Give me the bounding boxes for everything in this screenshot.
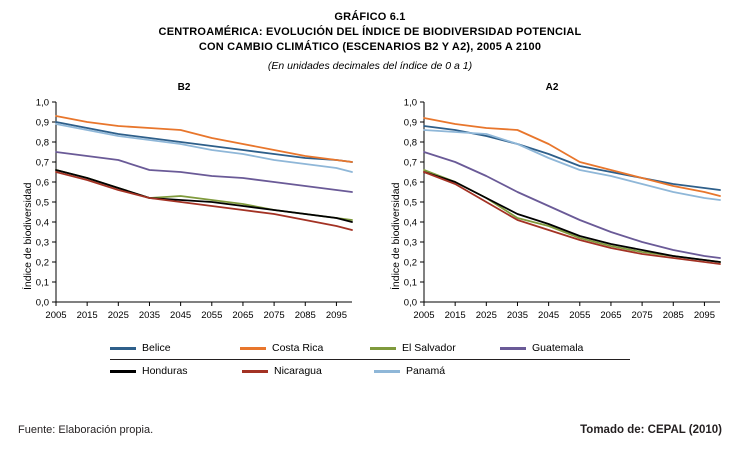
svg-text:2065: 2065 bbox=[232, 310, 254, 321]
svg-text:0,2: 0,2 bbox=[403, 257, 417, 269]
svg-text:0,8: 0,8 bbox=[403, 137, 417, 149]
svg-text:0,3: 0,3 bbox=[403, 237, 417, 249]
svg-text:2035: 2035 bbox=[138, 310, 161, 321]
svg-text:2025: 2025 bbox=[475, 310, 497, 321]
svg-text:2075: 2075 bbox=[263, 310, 285, 321]
panel-b2-ylabel: Índice de biodiversidad bbox=[22, 182, 34, 290]
svg-text:0,4: 0,4 bbox=[35, 217, 49, 229]
panel-b2-plot bbox=[8, 94, 360, 332]
svg-text:0,0: 0,0 bbox=[35, 297, 49, 309]
series-line-honduras bbox=[56, 170, 352, 222]
legend-divider bbox=[110, 359, 630, 360]
source-note: Fuente: Elaboración propia. bbox=[18, 424, 154, 436]
svg-text:0,6: 0,6 bbox=[35, 177, 49, 189]
svg-text:2005: 2005 bbox=[413, 310, 435, 321]
svg-text:2035: 2035 bbox=[506, 310, 529, 321]
legend-swatch-icon bbox=[240, 347, 266, 350]
svg-text:0,7: 0,7 bbox=[403, 157, 417, 169]
legend-label: Costa Rica bbox=[272, 342, 324, 354]
svg-text:2015: 2015 bbox=[444, 310, 466, 321]
legend-label: Belice bbox=[142, 342, 171, 354]
panel-a2-plot bbox=[376, 94, 728, 332]
svg-text:0,3: 0,3 bbox=[35, 237, 49, 249]
chart-number: GRÁFICO 6.1 bbox=[334, 11, 406, 23]
legend-label: Panamá bbox=[406, 365, 446, 377]
panel-b2-label: B2 bbox=[177, 82, 191, 93]
legend-row-1 bbox=[110, 338, 630, 358]
svg-text:2055: 2055 bbox=[201, 310, 223, 321]
legend-label: Guatemala bbox=[532, 342, 584, 354]
legend-swatch-icon bbox=[500, 347, 526, 350]
legend-item-costa-rica[interactable] bbox=[240, 342, 360, 354]
svg-text:2045: 2045 bbox=[538, 310, 560, 321]
svg-text:1,0: 1,0 bbox=[35, 97, 49, 109]
svg-text:0,1: 0,1 bbox=[403, 277, 417, 289]
legend-item-el-salvador[interactable] bbox=[370, 342, 490, 354]
svg-text:2045: 2045 bbox=[170, 310, 192, 321]
chart-footer bbox=[0, 424, 740, 444]
svg-text:0,9: 0,9 bbox=[403, 117, 417, 129]
series-line-costa-rica bbox=[56, 116, 352, 162]
svg-text:2095: 2095 bbox=[325, 310, 347, 321]
svg-text:0,9: 0,9 bbox=[35, 117, 49, 129]
panel-b2 bbox=[8, 82, 360, 332]
legend-item-honduras[interactable] bbox=[110, 365, 232, 377]
svg-text:0,4: 0,4 bbox=[403, 217, 417, 229]
svg-text:2055: 2055 bbox=[569, 310, 591, 321]
panel-a2 bbox=[376, 82, 728, 332]
legend-swatch-icon bbox=[110, 347, 136, 350]
legend-swatch-icon bbox=[374, 370, 400, 373]
legend-item-guatemala[interactable] bbox=[500, 342, 620, 354]
svg-text:0,5: 0,5 bbox=[35, 197, 49, 209]
legend-label: Nicaragua bbox=[274, 365, 322, 377]
svg-text:0,0: 0,0 bbox=[403, 297, 417, 309]
svg-text:0,2: 0,2 bbox=[35, 257, 49, 269]
chart-subtitle: (En unidades decimales del índice de 0 a 1) bbox=[267, 60, 473, 72]
series-line-el-salvador bbox=[56, 170, 352, 220]
svg-text:1,0: 1,0 bbox=[403, 97, 417, 109]
svg-text:2085: 2085 bbox=[662, 310, 684, 321]
chart-titles bbox=[0, 0, 740, 74]
chart-title-line-2: CON CAMBIO CLIMÁTICO (ESCENARIOS B2 Y A2), 2005 A 2100 bbox=[198, 41, 542, 53]
legend-swatch-icon bbox=[110, 370, 136, 373]
svg-text:0,5: 0,5 bbox=[403, 197, 417, 209]
panel-a2-ylabel: Índice de biodiversidad bbox=[390, 182, 402, 290]
svg-text:2095: 2095 bbox=[693, 310, 715, 321]
credit-note: Tomado de: CEPAL (2010) bbox=[580, 424, 722, 436]
legend-item-nicaragua[interactable] bbox=[242, 365, 364, 377]
svg-text:2005: 2005 bbox=[45, 310, 67, 321]
chart-title-line-1: CENTROAMÉRICA: EVOLUCIÓN DEL ÍNDICE DE BIODIVERSIDAD POTENCIAL bbox=[158, 26, 582, 38]
svg-text:2065: 2065 bbox=[600, 310, 622, 321]
legend-label: Honduras bbox=[142, 365, 188, 377]
svg-text:2075: 2075 bbox=[631, 310, 653, 321]
legend-swatch-icon bbox=[370, 347, 396, 350]
svg-text:0,8: 0,8 bbox=[35, 137, 49, 149]
svg-text:2085: 2085 bbox=[294, 310, 316, 321]
chart-legend bbox=[110, 338, 630, 381]
svg-text:0,1: 0,1 bbox=[35, 277, 49, 289]
panel-a2-label: A2 bbox=[545, 82, 559, 93]
legend-row-2 bbox=[110, 361, 630, 381]
svg-text:2025: 2025 bbox=[107, 310, 129, 321]
legend-item-panamá[interactable] bbox=[374, 365, 496, 377]
svg-text:2015: 2015 bbox=[76, 310, 98, 321]
legend-label: El Salvador bbox=[402, 342, 456, 354]
legend-item-belice[interactable] bbox=[110, 342, 230, 354]
chart-panels bbox=[0, 82, 740, 332]
svg-text:0,6: 0,6 bbox=[403, 177, 417, 189]
legend-swatch-icon bbox=[242, 370, 268, 373]
svg-text:0,7: 0,7 bbox=[35, 157, 49, 169]
